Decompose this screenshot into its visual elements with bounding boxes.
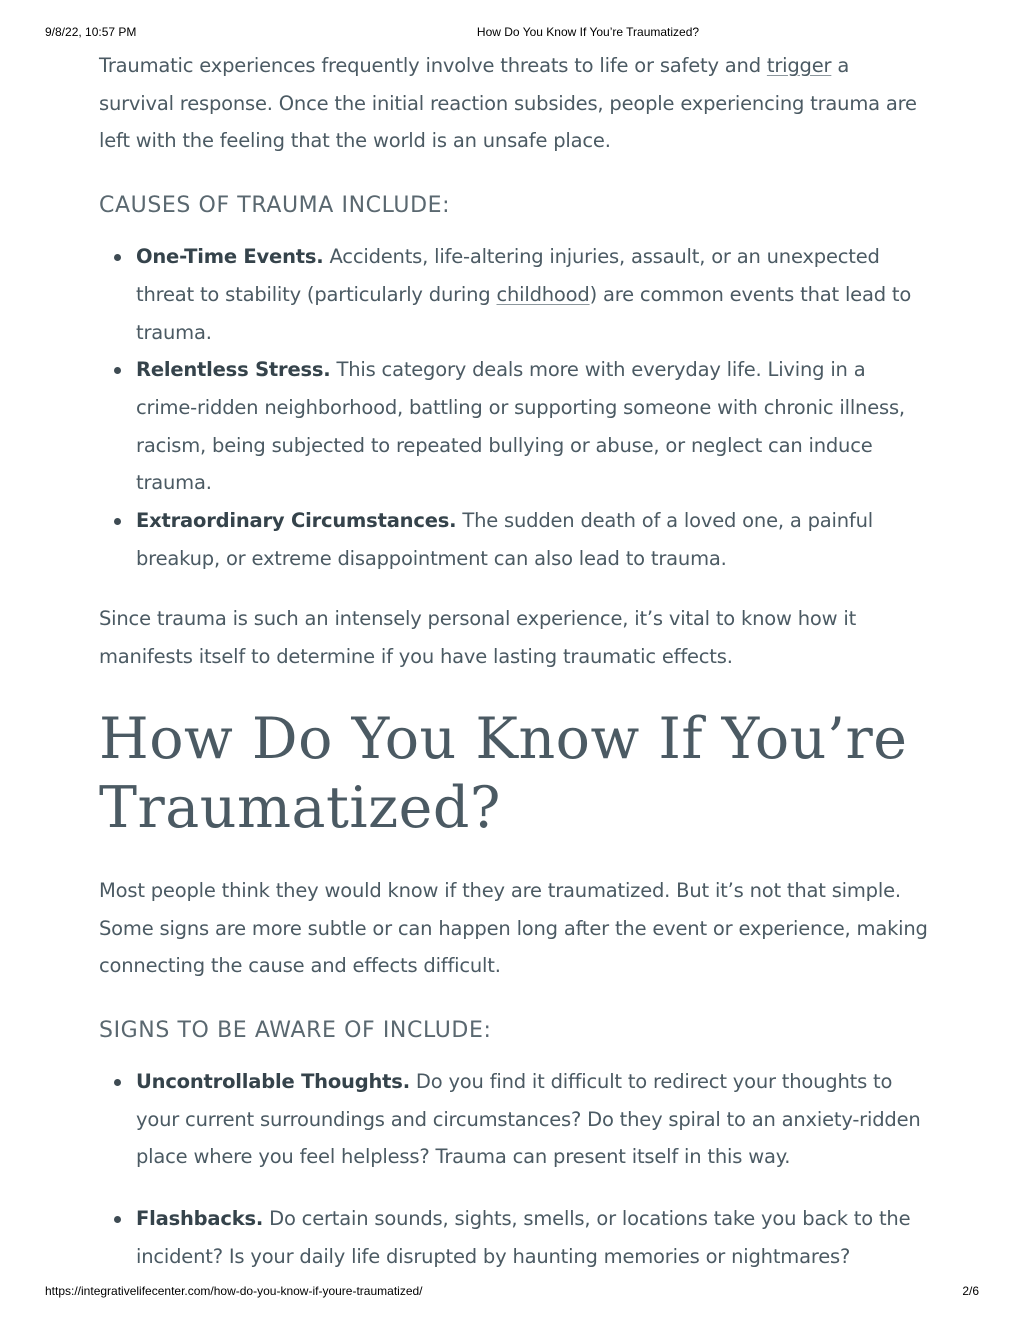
cause-item-relentless-stress bbox=[136, 351, 929, 502]
bullet-icon bbox=[114, 1079, 121, 1086]
transition-paragraph: Since trauma is such an intensely personal experience, it’s vital to know how it manifests itself to determine if you have lasting traumatic effects. bbox=[99, 607, 857, 669]
cause-title: One-Time Events. bbox=[136, 245, 324, 269]
section-heading: How Do You Know If You’re Traumatized? bbox=[99, 705, 908, 841]
cause-item-one-time-events bbox=[136, 238, 929, 351]
trigger-link[interactable]: trigger bbox=[766, 54, 832, 77]
sign-item-uncontrollable-thoughts bbox=[136, 1063, 929, 1176]
cause-item-extraordinary-circumstances bbox=[136, 502, 929, 577]
signs-heading: SIGNS TO BE AWARE OF INCLUDE: bbox=[99, 1017, 492, 1043]
page-number: 2/6 bbox=[962, 1284, 979, 1298]
signs-list bbox=[99, 1063, 929, 1276]
signs-intro-paragraph: Most people think they would know if they are traumatized. But it’s not that simple. Some signs are more subtle or can happen long after the event or experience, making connecting the cause and effects difficult. bbox=[99, 878, 928, 978]
sign-text: Do certain sounds, sights, smells, or locations take you back to the incident? Is your daily life disrupted by haunting memories or nightmares? bbox=[136, 1207, 911, 1268]
sign-title: Uncontrollable Thoughts. bbox=[136, 1069, 410, 1093]
intro-text-end: a survival response. Once the initial reaction subsides, people experiencing trauma are left with the feeling that the world is an unsafe place. bbox=[99, 54, 917, 153]
causes-heading: CAUSES OF TRAUMA INCLUDE: bbox=[99, 193, 451, 219]
print-header bbox=[0, 25, 1024, 41]
cause-title: Relentless Stress. bbox=[136, 358, 331, 382]
cause-text-start: Accidents, life-altering injuries, assault, or an unexpected threat to stability (particularly during bbox=[136, 245, 880, 306]
childhood-link[interactable]: childhood bbox=[496, 282, 590, 306]
print-url: https://integrativelifecenter.com/how-do-you-know-if-youre-traumatized/ bbox=[45, 1284, 423, 1298]
article-body bbox=[99, 47, 929, 1275]
cause-title: Extraordinary Circumstances. bbox=[136, 509, 457, 533]
print-footer bbox=[0, 1284, 1024, 1300]
sign-title: Flashbacks. bbox=[136, 1207, 264, 1231]
bullet-icon bbox=[114, 518, 121, 525]
cause-text: The sudden death of a loved one, a painful breakup, or extreme disappointment can also lead to trauma. bbox=[136, 509, 873, 570]
sign-text: Do you find it difficult to redirect your thoughts to your current surroundings and circumstances? Do they spiral to an anxiety-ridden place where you feel helpless? Trauma can present itself in this way. bbox=[136, 1069, 921, 1169]
bullet-icon bbox=[114, 254, 121, 261]
sign-item-flashbacks bbox=[136, 1200, 929, 1275]
bullet-icon bbox=[114, 1216, 121, 1223]
print-page-title: How Do You Know If You’re Traumatized? bbox=[476, 25, 700, 39]
intro-text-start: Traumatic experiences frequently involve threats to life or safety and bbox=[99, 54, 767, 77]
cause-text: This category deals more with everyday life. Living in a crime-ridden neighborhood, battling or supporting someone with chronic illness, racism, being subjected to repeated bullying or abuse, or neglect can induce trauma. bbox=[136, 358, 905, 495]
bullet-icon bbox=[114, 367, 121, 374]
print-datetime: 9/8/22, 10:57 PM bbox=[45, 25, 137, 39]
intro-paragraph bbox=[99, 47, 929, 160]
cause-text-end: ) are common events that lead to trauma. bbox=[136, 282, 912, 344]
causes-list bbox=[99, 238, 929, 577]
